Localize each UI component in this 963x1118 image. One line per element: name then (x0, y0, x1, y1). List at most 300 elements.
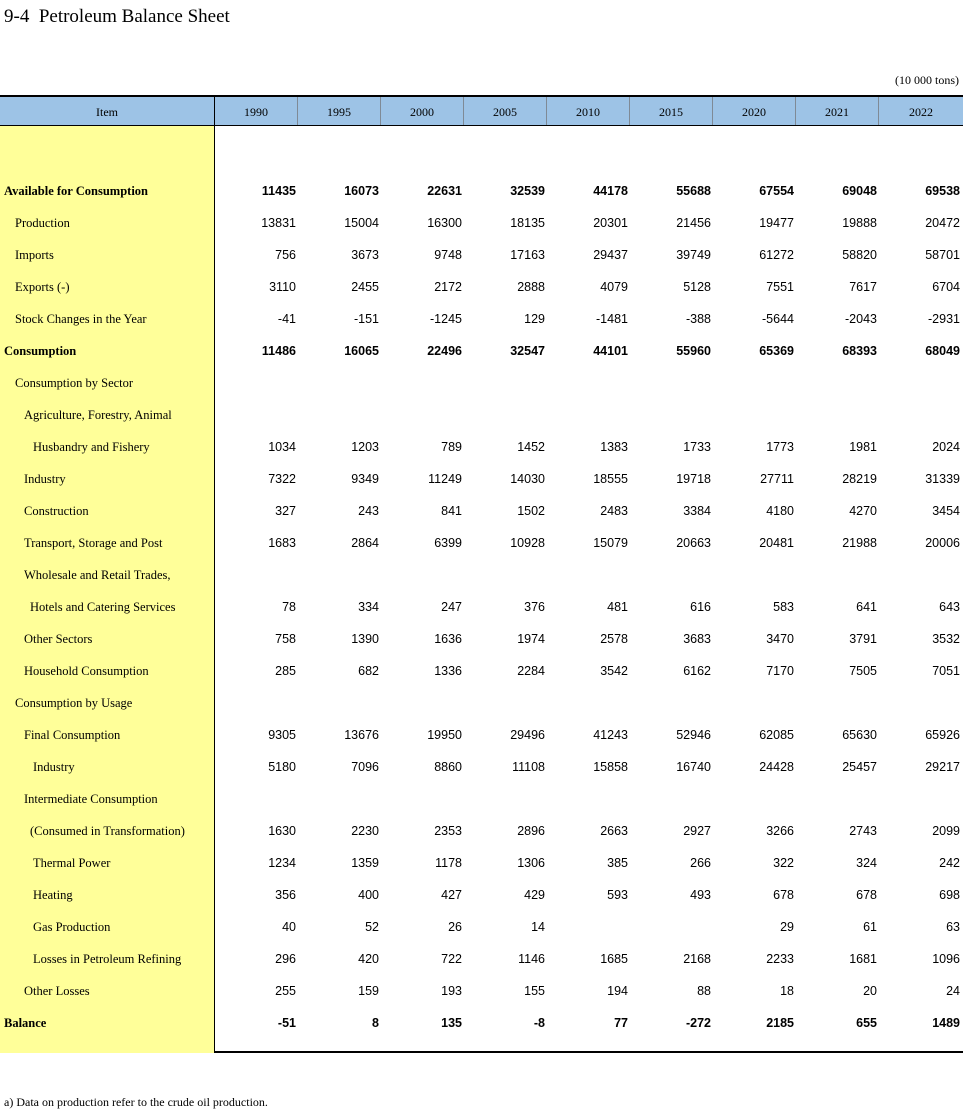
table-cell: 20663 (676, 536, 711, 550)
table-cell: 10928 (510, 536, 545, 550)
table-cell: 32547 (510, 344, 545, 358)
table-cell: 3470 (766, 632, 794, 646)
table-cell: 24428 (759, 760, 794, 774)
table-cell: 5128 (683, 280, 711, 294)
table-row (0, 687, 963, 719)
table-cell: 698 (939, 888, 960, 902)
table-cell: 593 (607, 888, 628, 902)
table-cell: 2353 (434, 824, 462, 838)
table-cell: 3454 (932, 504, 960, 518)
table-cell: 20301 (593, 216, 628, 230)
table-cell: 41243 (593, 728, 628, 742)
table-row (0, 367, 963, 399)
table-cell: 2099 (932, 824, 960, 838)
table-cell (382, 367, 462, 399)
row-label: Agriculture, Forestry, Animal (24, 408, 172, 422)
table-cell: -388 (685, 312, 711, 326)
table-cell: 3110 (269, 280, 296, 294)
table-cell: 68393 (842, 344, 877, 358)
table-cell: 16073 (344, 184, 379, 198)
table-cell: 55688 (676, 184, 711, 198)
table-cell: 2284 (517, 664, 545, 678)
table-cell (216, 687, 296, 719)
table-cell (382, 687, 462, 719)
table-row (0, 399, 963, 431)
table-cell: -41 (277, 312, 296, 326)
row-label: Industry (33, 760, 75, 774)
table-cell: 11249 (428, 472, 462, 486)
table-cell: 15858 (593, 760, 628, 774)
header-year: 2005 (464, 97, 547, 125)
table-cell: 4180 (766, 504, 794, 518)
table-cell: 27711 (760, 472, 794, 486)
table-row (0, 847, 963, 879)
table-cell (797, 783, 877, 815)
table-cell: -1481 (596, 312, 628, 326)
table-cell: 26 (448, 920, 462, 934)
table-cell: 29496 (510, 728, 545, 742)
table-row (0, 655, 963, 687)
table-cell: 6704 (932, 280, 960, 294)
table-cell (299, 399, 379, 431)
table-cell (797, 367, 877, 399)
table-cell (299, 783, 379, 815)
page-title: 9-4 Petroleum Balance Sheet (4, 6, 230, 27)
row-label: Household Consumption (24, 664, 149, 678)
table-cell: 2185 (766, 1016, 794, 1030)
table-cell: -51 (277, 1016, 296, 1030)
table-cell: -272 (685, 1016, 711, 1030)
header-year: 2000 (381, 97, 464, 125)
row-label: Stock Changes in the Year (15, 312, 147, 326)
table-cell: 296 (275, 952, 296, 966)
table-cell: 1146 (518, 952, 545, 966)
table-cell: 13831 (261, 216, 296, 230)
table-cell: 641 (856, 600, 877, 614)
row-label: (Consumed in Transformation) (30, 824, 185, 838)
table-cell: 61272 (759, 248, 794, 262)
table-cell: 3266 (766, 824, 794, 838)
table-cell (631, 687, 711, 719)
table-cell (465, 399, 545, 431)
table-cell: 65369 (759, 344, 794, 358)
table-cell: 3532 (932, 632, 960, 646)
header-year: 1995 (298, 97, 381, 125)
table-cell: 2663 (600, 824, 628, 838)
table-cell (631, 559, 711, 591)
table-cell: 65926 (925, 728, 960, 742)
table-cell (880, 367, 960, 399)
table-cell (299, 559, 379, 591)
table-cell: 14030 (510, 472, 545, 486)
table-cell: 20472 (925, 216, 960, 230)
table-cell: 243 (358, 504, 379, 518)
header-year: 2022 (909, 105, 933, 119)
table-cell (714, 687, 794, 719)
table-cell: 2233 (766, 952, 794, 966)
row-label: Industry (24, 472, 66, 486)
table-cell: -2931 (928, 312, 960, 326)
table-row (0, 1007, 963, 1039)
table-cell: 9349 (351, 472, 379, 486)
table-cell: 2455 (351, 280, 379, 294)
table-row (0, 879, 963, 911)
table-row (0, 719, 963, 751)
table-cell: 2743 (849, 824, 877, 838)
table-cell: 7551 (766, 280, 794, 294)
table-row (0, 239, 963, 271)
table-cell: 9305 (268, 728, 296, 742)
table-cell: 1733 (683, 440, 711, 454)
row-label: Balance (4, 1016, 47, 1030)
table-cell: 155 (524, 984, 545, 998)
table-cell: 841 (441, 504, 462, 518)
table-row (0, 431, 963, 463)
table-cell (880, 559, 960, 591)
table-cell: 28219 (842, 472, 877, 486)
table-cell (216, 367, 296, 399)
table-cell (465, 687, 545, 719)
table-cell: 62085 (759, 728, 794, 742)
table-cell: 429 (524, 888, 545, 902)
table-cell: 1383 (600, 440, 628, 454)
table-row (0, 463, 963, 495)
table-cell: 7617 (849, 280, 877, 294)
table-row (0, 623, 963, 655)
table-cell: 722 (441, 952, 462, 966)
table-cell: 16065 (344, 344, 379, 358)
table-cell: 2927 (683, 824, 711, 838)
table-cell: 63 (946, 920, 960, 934)
table-cell (465, 367, 545, 399)
table-cell: 68049 (925, 344, 960, 358)
table-cell: 1974 (517, 632, 545, 646)
unit-label: (10 000 tons) (895, 73, 959, 87)
table-row (0, 495, 963, 527)
table-cell: 52 (365, 920, 379, 934)
table-row (0, 943, 963, 975)
table-row (0, 975, 963, 1007)
table-cell: 55960 (676, 344, 711, 358)
header-year: 1990 (215, 97, 298, 125)
table-cell: 327 (275, 504, 296, 518)
table-cell (548, 367, 628, 399)
table-cell: 8 (372, 1016, 379, 1030)
table-cell: 8860 (434, 760, 462, 774)
row-label: Production (15, 216, 70, 230)
table-cell: 20 (863, 984, 877, 998)
table-cell: 616 (690, 600, 711, 614)
table-cell: 334 (358, 600, 379, 614)
table-cell: 682 (358, 664, 379, 678)
table-cell: 2172 (434, 280, 462, 294)
table-cell: 24 (946, 984, 960, 998)
table-row (0, 207, 963, 239)
table-cell: 1630 (268, 824, 296, 838)
table-cell: 420 (358, 952, 379, 966)
table-cell: 2888 (517, 280, 545, 294)
table-cell: 356 (275, 888, 296, 902)
table-cell: 7322 (268, 472, 296, 486)
table-cell: 18555 (593, 472, 628, 486)
table-cell: 266 (690, 856, 711, 870)
table-cell: 11108 (512, 760, 545, 774)
row-label: Other Losses (24, 984, 90, 998)
table-cell: 19950 (427, 728, 462, 742)
table-cell: 2864 (351, 536, 379, 550)
table-cell (548, 911, 628, 943)
table-cell (299, 687, 379, 719)
table-cell (797, 687, 877, 719)
table-cell: 3791 (849, 632, 877, 646)
table-cell: 1096 (932, 952, 960, 966)
table-cell: 1034 (268, 440, 296, 454)
table-cell: 193 (441, 984, 462, 998)
table-cell (714, 559, 794, 591)
table-cell: 15004 (344, 216, 379, 230)
row-label: Wholesale and Retail Trades, (24, 568, 171, 582)
table-cell (216, 399, 296, 431)
table-cell: 135 (441, 1016, 462, 1030)
table-cell: 9748 (434, 248, 462, 262)
table-cell: 29 (780, 920, 794, 934)
table-cell: 324 (856, 856, 877, 870)
table-row (0, 559, 963, 591)
table-cell: 25457 (842, 760, 877, 774)
table-cell: 21988 (842, 536, 877, 550)
table-cell: 69048 (842, 184, 877, 198)
table-row (0, 751, 963, 783)
table-cell: 11486 (261, 344, 296, 358)
table-cell: 2168 (683, 952, 711, 966)
table-cell: 22496 (427, 344, 462, 358)
row-label: Gas Production (33, 920, 111, 934)
table-cell: 129 (524, 312, 545, 326)
row-label: Husbandry and Fishery (33, 440, 150, 454)
table-cell: 19477 (759, 216, 794, 230)
table-cell: 1306 (517, 856, 545, 870)
table-cell: 2578 (600, 632, 628, 646)
table-cell: 17163 (510, 248, 545, 262)
table-cell: 1685 (600, 952, 628, 966)
table-cell: 1452 (517, 440, 545, 454)
table-cell: 400 (358, 888, 379, 902)
table-cell: 385 (607, 856, 628, 870)
table-cell (216, 783, 296, 815)
table-cell (548, 783, 628, 815)
table-cell: 1234 (268, 856, 296, 870)
table-cell (216, 559, 296, 591)
table-cell: 7170 (766, 664, 794, 678)
table-cell: 16740 (676, 760, 711, 774)
table-row (0, 175, 963, 207)
table-cell: -8 (533, 1016, 545, 1030)
table-cell: 58701 (925, 248, 960, 262)
table-cell: 242 (939, 856, 960, 870)
table-cell: 1336 (434, 664, 462, 678)
table-cell: 20006 (925, 536, 960, 550)
table-cell: 13676 (344, 728, 379, 742)
table-cell: 14 (531, 920, 545, 934)
table-row (0, 815, 963, 847)
row-label: Other Sectors (24, 632, 93, 646)
table-cell (880, 783, 960, 815)
footnote: a) Data on production refer to the crude oil production. (4, 1095, 268, 1109)
table-cell: 1178 (435, 856, 462, 870)
row-label: Available for Consumption (4, 184, 149, 198)
table-cell: 21456 (676, 216, 711, 230)
table-cell: 6399 (434, 536, 462, 550)
table-cell (714, 399, 794, 431)
table-cell: 1681 (849, 952, 877, 966)
table-cell: -2043 (845, 312, 877, 326)
table-cell: 194 (607, 984, 628, 998)
table-cell (797, 559, 877, 591)
table-cell: 2483 (600, 504, 628, 518)
table-cell (382, 399, 462, 431)
table-cell: 1683 (268, 536, 296, 550)
table-cell: 58820 (842, 248, 877, 262)
table-cell: 15079 (593, 536, 628, 550)
table-cell: 376 (524, 600, 545, 614)
row-label: Heating (33, 888, 73, 902)
table-cell: 65630 (842, 728, 877, 742)
row-label: Final Consumption (24, 728, 121, 742)
table-cell: 3542 (600, 664, 628, 678)
table-cell: 32539 (510, 184, 545, 198)
table-cell: 1502 (517, 504, 545, 518)
table-cell (299, 367, 379, 399)
table-row (0, 335, 963, 367)
table-cell: -1245 (430, 312, 462, 326)
table-cell: 758 (275, 632, 296, 646)
table-row (0, 303, 963, 335)
row-label: Imports (15, 248, 54, 262)
table-row (0, 527, 963, 559)
table-row (0, 271, 963, 303)
table-cell: 16300 (427, 216, 462, 230)
table-cell (631, 367, 711, 399)
table-cell: 52946 (676, 728, 711, 742)
header-year: 2021 (796, 97, 879, 125)
table-cell (631, 783, 711, 815)
table-cell: 322 (773, 856, 794, 870)
row-label: Intermediate Consumption (24, 792, 158, 806)
table-header (0, 97, 963, 126)
table-cell: 2230 (351, 824, 379, 838)
table-cell: 77 (614, 1016, 628, 1030)
row-label: Consumption by Usage (15, 696, 133, 710)
table-cell: 31339 (925, 472, 960, 486)
table-cell: 19718 (676, 472, 711, 486)
table-cell: 1359 (351, 856, 379, 870)
table-cell: 159 (358, 984, 379, 998)
table-cell: 481 (607, 600, 628, 614)
balance-table (0, 95, 963, 1053)
table-cell: 29437 (593, 248, 628, 262)
table-cell: 3673 (351, 248, 379, 262)
row-label: Consumption (4, 344, 77, 358)
table-cell: 678 (856, 888, 877, 902)
table-cell: 756 (275, 248, 296, 262)
table-cell: 427 (441, 888, 462, 902)
table-row (0, 911, 963, 943)
table-cell: 1203 (351, 440, 379, 454)
table-cell: 2024 (932, 440, 960, 454)
table-cell: 3384 (683, 504, 711, 518)
table-cell (465, 783, 545, 815)
table-cell: 2896 (517, 824, 545, 838)
table-cell: 18135 (510, 216, 545, 230)
table-cell: 22631 (427, 184, 462, 198)
table-cell: 655 (856, 1016, 877, 1030)
table-cell (714, 367, 794, 399)
table-cell: 39749 (676, 248, 711, 262)
table-cell (382, 783, 462, 815)
header-year: 2010 (547, 97, 630, 125)
table-cell: 1773 (766, 440, 794, 454)
table-cell: 19888 (842, 216, 877, 230)
table-cell: 5180 (268, 760, 296, 774)
table-cell: 44178 (593, 184, 628, 198)
header-year: 2015 (630, 97, 713, 125)
row-label: Losses in Petroleum Refining (33, 952, 182, 966)
table-cell: 20481 (759, 536, 794, 550)
row-label: Thermal Power (33, 856, 111, 870)
table-cell: -5644 (762, 312, 794, 326)
table-cell: 4079 (600, 280, 628, 294)
row-label: Exports (-) (15, 280, 70, 294)
table-cell: 78 (282, 600, 296, 614)
table-cell: 247 (441, 600, 462, 614)
header-year: 2020 (713, 97, 796, 125)
table-cell (465, 559, 545, 591)
table-cell: 255 (275, 984, 296, 998)
table-cell: 285 (275, 664, 296, 678)
table-row (0, 591, 963, 623)
table-cell: 1636 (434, 632, 462, 646)
row-label: Transport, Storage and Post (24, 536, 163, 550)
table-cell (880, 687, 960, 719)
row-label: Hotels and Catering Services (30, 600, 176, 614)
table-cell (548, 687, 628, 719)
table-cell: 11435 (261, 184, 296, 198)
table-cell: 1390 (351, 632, 379, 646)
table-cell: 44101 (593, 344, 628, 358)
table-cell (631, 399, 711, 431)
table-cell: 4270 (849, 504, 877, 518)
table-cell: 789 (441, 440, 462, 454)
table-cell: 6162 (683, 664, 711, 678)
table-cell (797, 399, 877, 431)
table-cell: -151 (353, 312, 379, 326)
table-cell (631, 911, 711, 943)
row-label: Consumption by Sector (15, 376, 134, 390)
table-cell: 3683 (683, 632, 711, 646)
table-cell (714, 783, 794, 815)
table-cell: 61 (863, 920, 877, 934)
table-cell: 493 (690, 888, 711, 902)
table-cell: 18 (780, 984, 794, 998)
table-cell: 29217 (925, 760, 960, 774)
table-cell: 1981 (849, 440, 877, 454)
table-cell: 69538 (925, 184, 960, 198)
table-cell: 67554 (759, 184, 794, 198)
table-row (0, 783, 963, 815)
row-label: Construction (24, 504, 89, 518)
table-cell: 88 (697, 984, 711, 998)
table-cell: 1489 (932, 1016, 960, 1030)
